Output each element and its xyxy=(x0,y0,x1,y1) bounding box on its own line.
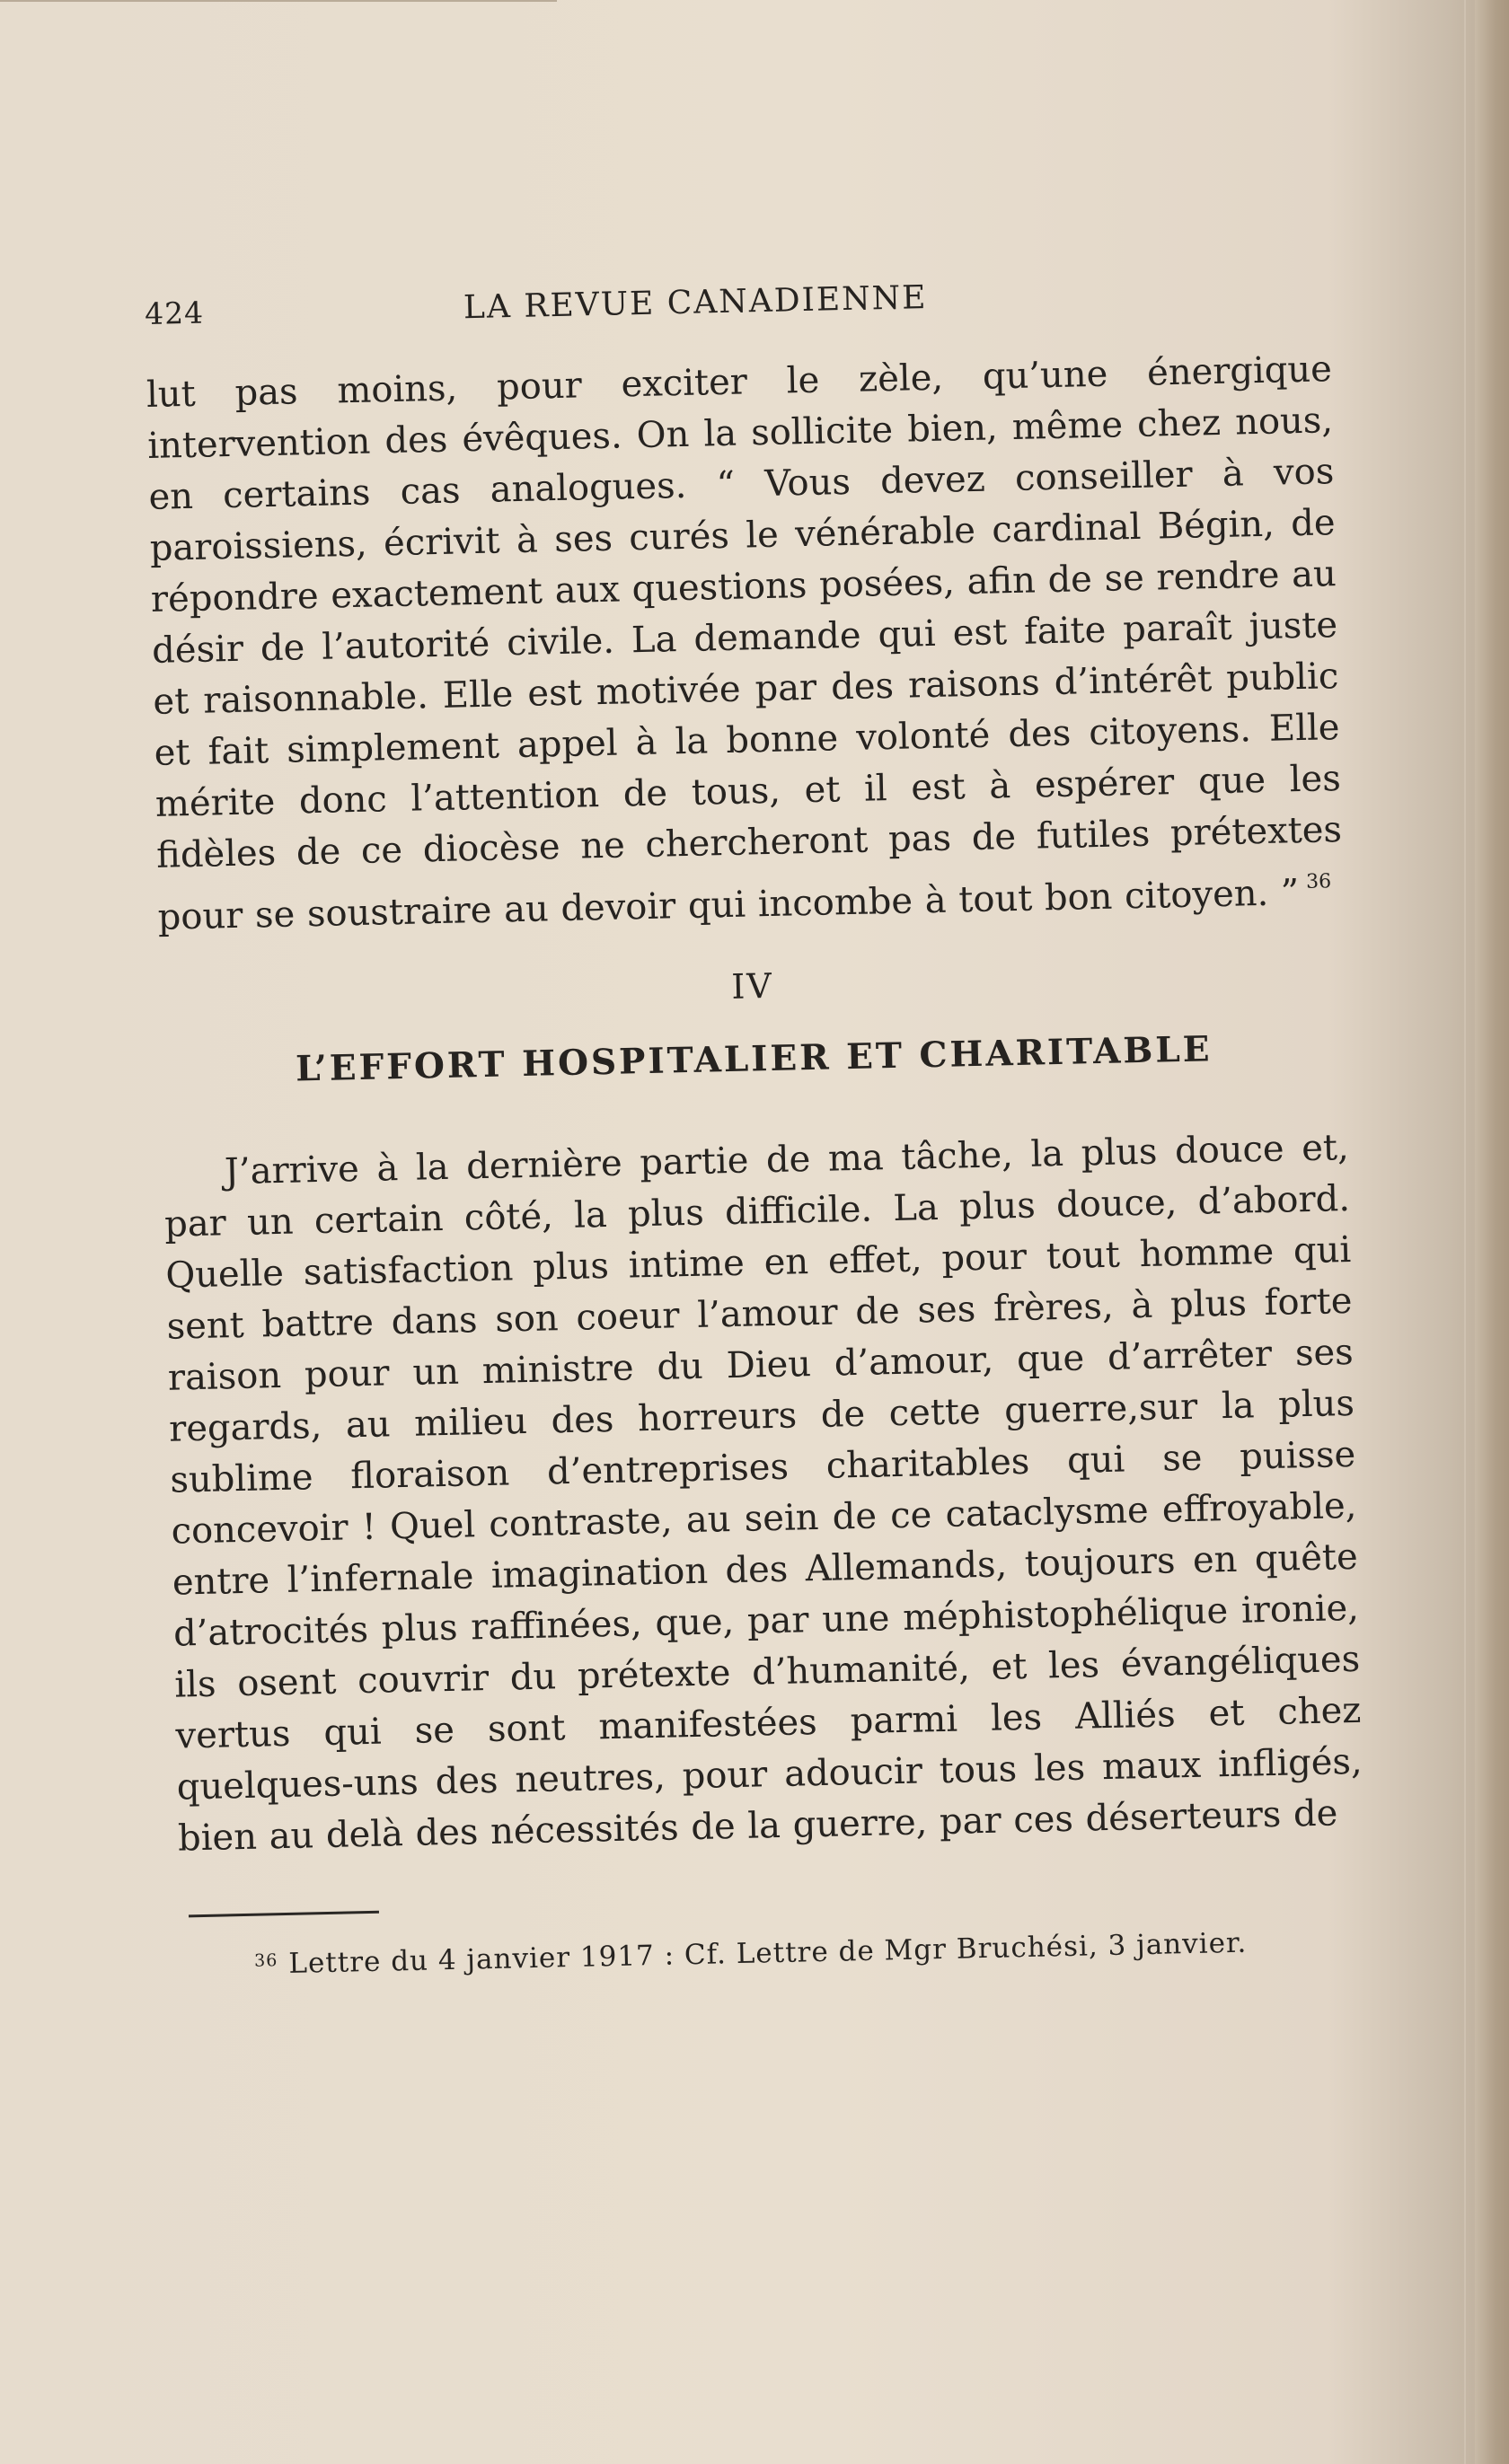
page-binding-edge xyxy=(1475,0,1509,2464)
paragraph-continued-text: lut pas moins, pour exciter le zèle, qu’une énergique intervention des évêques. On la sollicite bien, même chez nous, en certains cas analogues. “ Vous devez conseiller à vos paroissiens, écrivit à ses curés le vénérable cardinal Bégin, de répondre exactement aux questions posées, afin de se rendre au désir de l’autorité civile. La demande qui est faite paraît juste et raisonnable. Elle est motivée par des raisons d’intérêt public et fait simplement appel à la bonne volonté des citoyens. Elle mérite donc l’attention de tous, et il est à espérer que les fidèles de ce diocèse ne chercheront pas de futiles prétextes pour se soustraire au devoir qui incombe à tout bon citoyen. ” xyxy=(146,348,1343,938)
footnote-text: Lettre du 4 janvier 1917 : Cf. Lettre de Mgr Bruchési, 3 janvier. xyxy=(287,1926,1248,1980)
page-number: 424 xyxy=(144,295,205,331)
footnote-divider xyxy=(189,1911,379,1918)
section-paragraph: J’arrive à la dernière partie de ma tâche, la plus douce et, par un certain côté, la plus difficile. La plus douce, d’abord. Quelle satisfaction plus intime en effet, pour tout homme qui sent battre dans son coeur l’amour de ses frères, à plus forte raison pour un ministre du Dieu d’amour, que d’arrêter ses regards, au milieu des horreurs de cette guerre,sur la plus sublime floraison d’entreprises charitables qui se puisse concevoir ! Quel contraste, au sein de ce cataclysme effroyable, entre l’infernale imagination des Allemands, toujours en quête d’atrocités plus raffinées, que, par une méphistophélique ironie, ils osent couvrir du prétexte d’humanité, et les évangéliques vertus qui se sont manifestées parmi les Alliés et chez quelques-uns des neutres, pour adoucir tous les maux infligés, bien au delà des nécessités de la guerre, par ces déserteurs de xyxy=(163,1126,1363,1860)
running-title: LA REVUE CANADIENNE xyxy=(463,278,928,327)
text-block xyxy=(144,243,1366,1984)
page-edge-line xyxy=(1464,0,1466,2464)
section-title: L’EFFORT HOSPITALIER ET CHARITABLE xyxy=(295,1028,1213,1090)
top-edge-rule xyxy=(0,0,557,2)
paragraph-continued xyxy=(146,344,1344,944)
footnote-reference: 36 xyxy=(1305,870,1332,893)
footnote xyxy=(254,1919,1367,1983)
footnote-marker: 36 xyxy=(253,1950,278,1971)
page-header xyxy=(144,243,1330,341)
section-number: IV xyxy=(730,965,774,1007)
